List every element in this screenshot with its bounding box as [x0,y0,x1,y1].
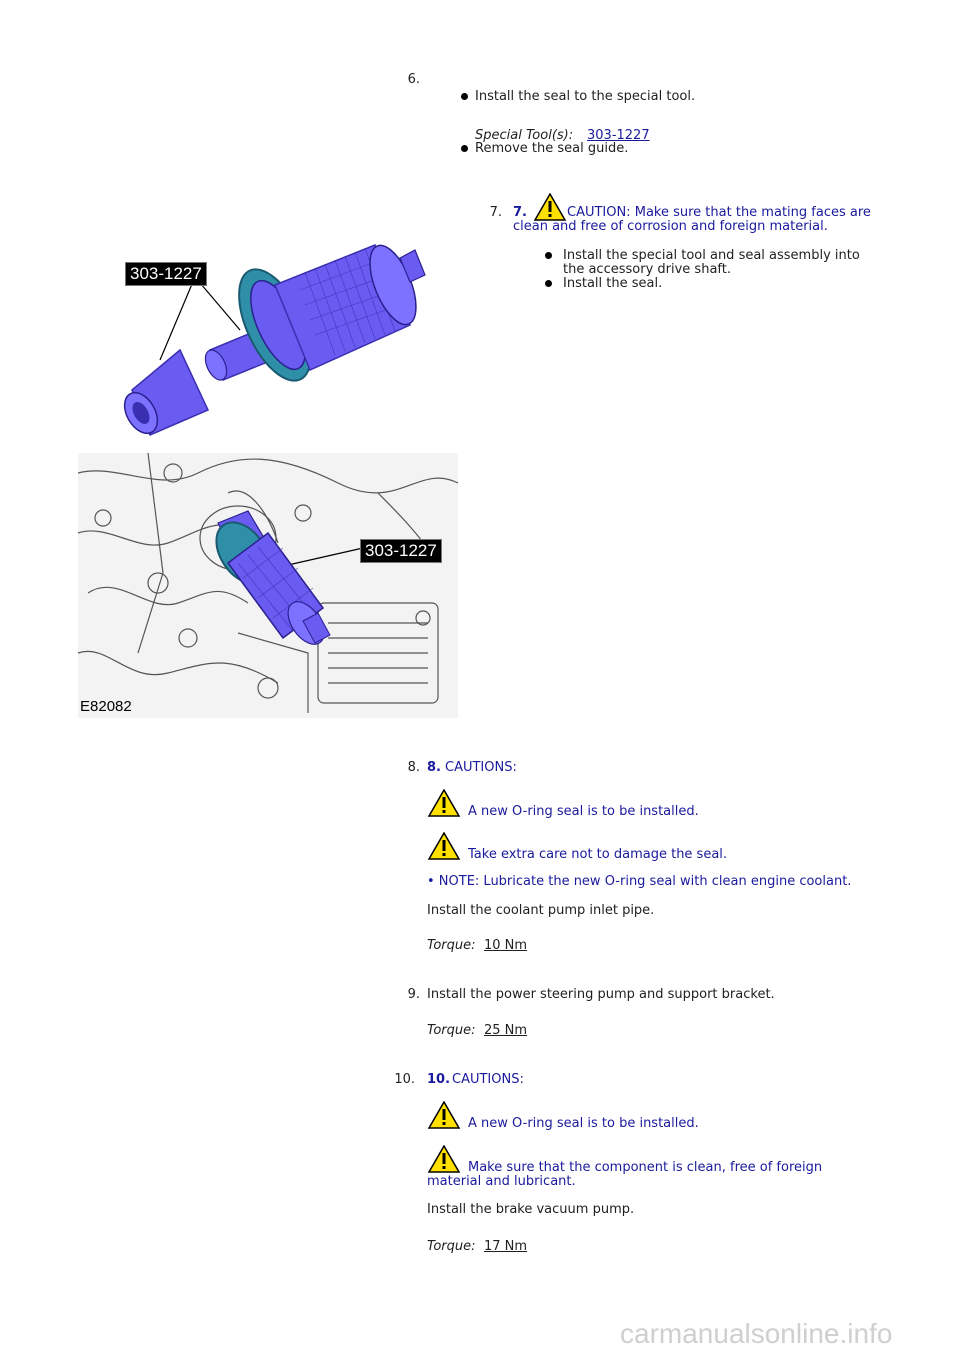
bullet-icon [461,145,468,152]
bullet-icon [545,280,552,287]
special-tool-illustration [110,230,430,440]
step-6-bullet-2: Remove the seal guide. [475,141,629,156]
engine-installation-illustration [78,453,458,718]
step-8-torque-label: Torque: [427,938,476,953]
step-9-torque-value: 25 Nm [484,1023,528,1038]
step-7-bold-number: 7. [513,205,527,220]
step-10-caution-1: A new O-ring seal is to be installed. [468,1116,699,1131]
special-tool-label: Special Tool(s): [475,128,574,143]
warning-icon [427,789,461,817]
step-7-bullet-1-line-2: the accessory drive shaft. [563,262,731,277]
bullet-icon [461,93,468,100]
step-6-number: 6. [407,72,420,87]
watermark: carmanualsonline.info [620,1318,893,1349]
step-8-cautions-heading: CAUTIONS: [445,760,517,775]
step-7-caution-line-1: CAUTION: Make sure that the mating faces are [567,205,871,220]
step-7-bullet-2: Install the seal. [563,276,663,291]
step-6-bullet-1: Install the seal to the special tool. [475,89,696,104]
step-9-action: Install the power steering pump and support bracket. [427,987,775,1002]
bullet-icon [545,252,552,259]
figure-id: E82082 [80,698,132,715]
step-10-torque-label: Torque: [427,1239,476,1254]
step-8-action: Install the coolant pump inlet pipe. [427,903,655,918]
step-9-torque-label: Torque: [427,1023,476,1038]
step-10-torque-value: 17 Nm [484,1239,528,1254]
warning-icon [427,832,461,860]
warning-icon [534,193,566,221]
step-7-number: 7. [489,205,502,220]
warning-icon [427,1101,461,1129]
step-8-caution-1: A new O-ring seal is to be installed. [468,804,699,819]
tool-callout-label-bottom: 303-1227 [360,539,442,563]
step-8-bold-number: 8. [427,760,441,775]
step-8-note: • NOTE: Lubricate the new O-ring seal with clean engine coolant. [427,874,852,889]
step-10-number: 10. [394,1072,415,1087]
step-8-number: 8. [407,760,420,775]
step-7-bullet-1-line-1: Install the special tool and seal assembly into [563,248,860,263]
step-10-action: Install the brake vacuum pump. [427,1202,635,1217]
step-10-cautions-heading: CAUTIONS: [452,1072,524,1087]
step-9-number: 9. [407,987,420,1002]
step-8-caution-2: Take extra care not to damage the seal. [468,847,728,862]
step-8-torque-value: 10 Nm [484,938,528,953]
step-7-caution-line-2: clean and free of corrosion and foreign material. [513,219,828,234]
warning-icon [427,1145,461,1173]
special-tool-link[interactable]: 303-1227 [587,128,650,143]
tool-callout-label-top: 303-1227 [125,262,207,286]
step-10-bold-number: 10. [427,1072,451,1087]
step-10-caution-2-line-2: material and lubricant. [427,1174,576,1189]
step-10-caution-2-line-1: Make sure that the component is clean, free of foreign [468,1160,823,1175]
